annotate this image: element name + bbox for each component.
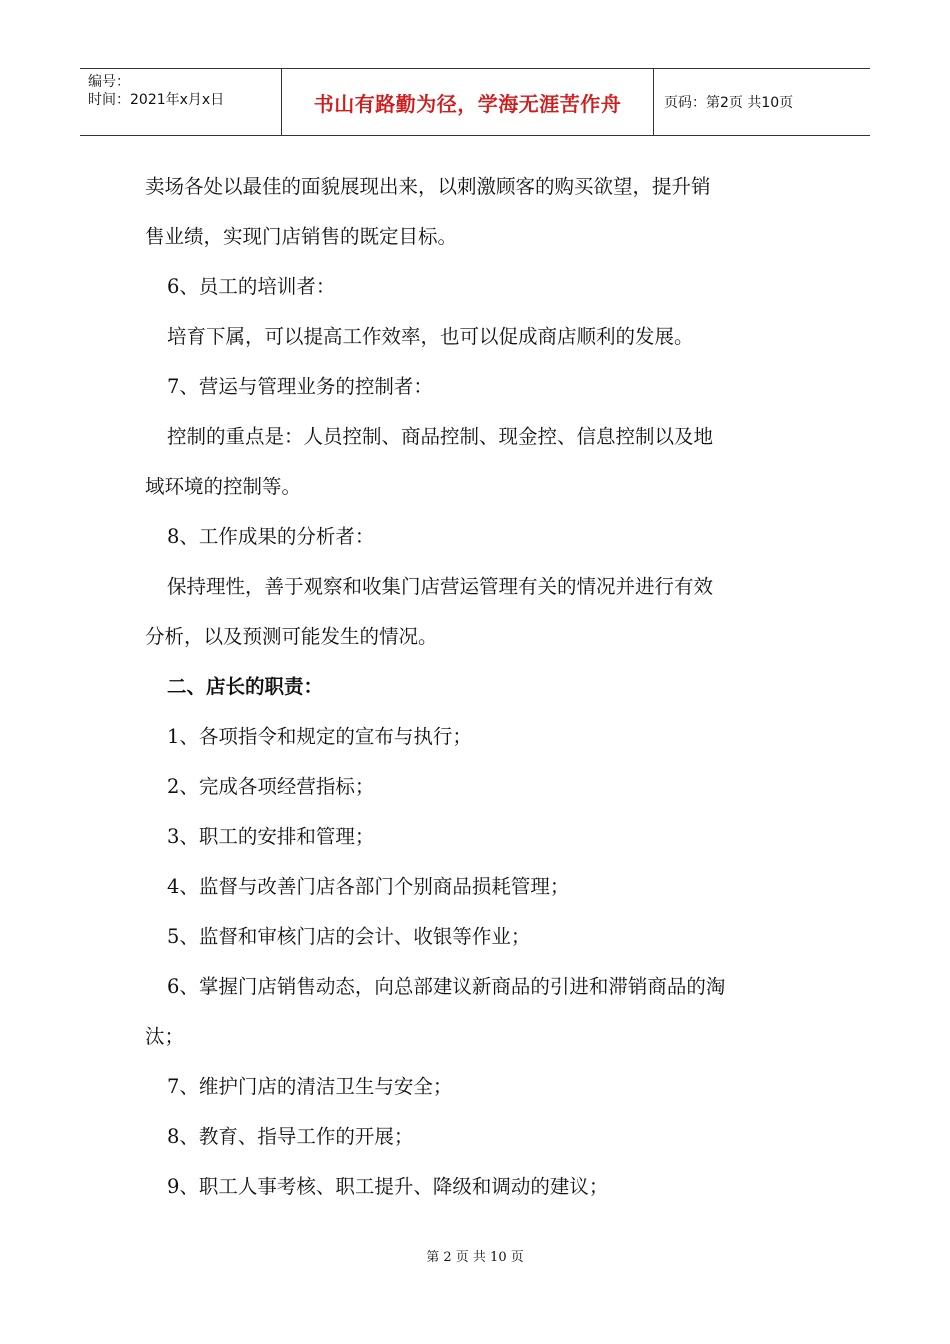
list-item-continuation: 汰； [145,1025,185,1048]
paragraph-line: 控制的重点是：人员控制、商品控制、现金控、信息控制以及地 [167,425,714,448]
paragraph-line: 域环境的控制等。 [145,475,302,498]
list-item: 5、监督和审核门店的会计、收银等作业； [167,925,531,948]
page-footer [0,1246,950,1265]
list-item: 9、职工人事考核、职工提升、降级和调动的建议； [167,1175,609,1198]
item-heading: 7、营运与管理业务的控制者： [167,375,433,398]
header-meta-cell [80,69,282,135]
list-item: 4、监督与改善门店各部门个别商品损耗管理； [167,875,570,898]
list-item: 3、职工的安排和管理； [167,825,375,848]
document-header [80,68,870,136]
item-heading: 6、员工的培训者： [167,275,336,298]
footer-page-number: 第 2 页 共 10 页 [426,1250,524,1265]
document-body [145,162,815,1212]
item-heading: 8、工作成果的分析者： [167,525,375,548]
list-item: 8、教育、指导工作的开展； [167,1125,414,1148]
time-label: 时间：2021年x月x日 [88,92,225,108]
number-label: 编号： [88,74,130,90]
paragraph-line: 保持理性，善于观察和收集门店营运管理有关的情况并进行有效 [167,575,714,598]
paragraph-line: 分析，以及预测可能发生的情况。 [145,625,438,648]
list-item: 7、维护门店的清洁卫生与安全； [167,1075,453,1098]
header-page-cell [654,69,870,135]
section-heading: 二、店长的职责： [167,675,324,698]
list-item: 1、各项指令和规定的宣布与执行； [167,725,472,748]
paragraph-line: 培育下属，可以提高工作效率，也可以促成商店顺利的发展。 [167,325,694,348]
header-motto-cell [282,69,654,135]
page-info: 页码：第2页 共10页 [664,95,794,111]
list-item: 2、完成各项经营指标； [167,775,375,798]
paragraph-line: 售业绩，实现门店销售的既定目标。 [145,225,458,248]
list-item: 6、掌握门店销售动态，向总部建议新商品的引进和滞销商品的淘 [167,975,726,998]
paragraph-line: 卖场各处以最佳的面貌展现出来，以刺激顾客的购买欲望，提升销 [145,175,711,198]
motto-text: 书山有路勤为径，学海无涯苦作舟 [313,91,622,116]
